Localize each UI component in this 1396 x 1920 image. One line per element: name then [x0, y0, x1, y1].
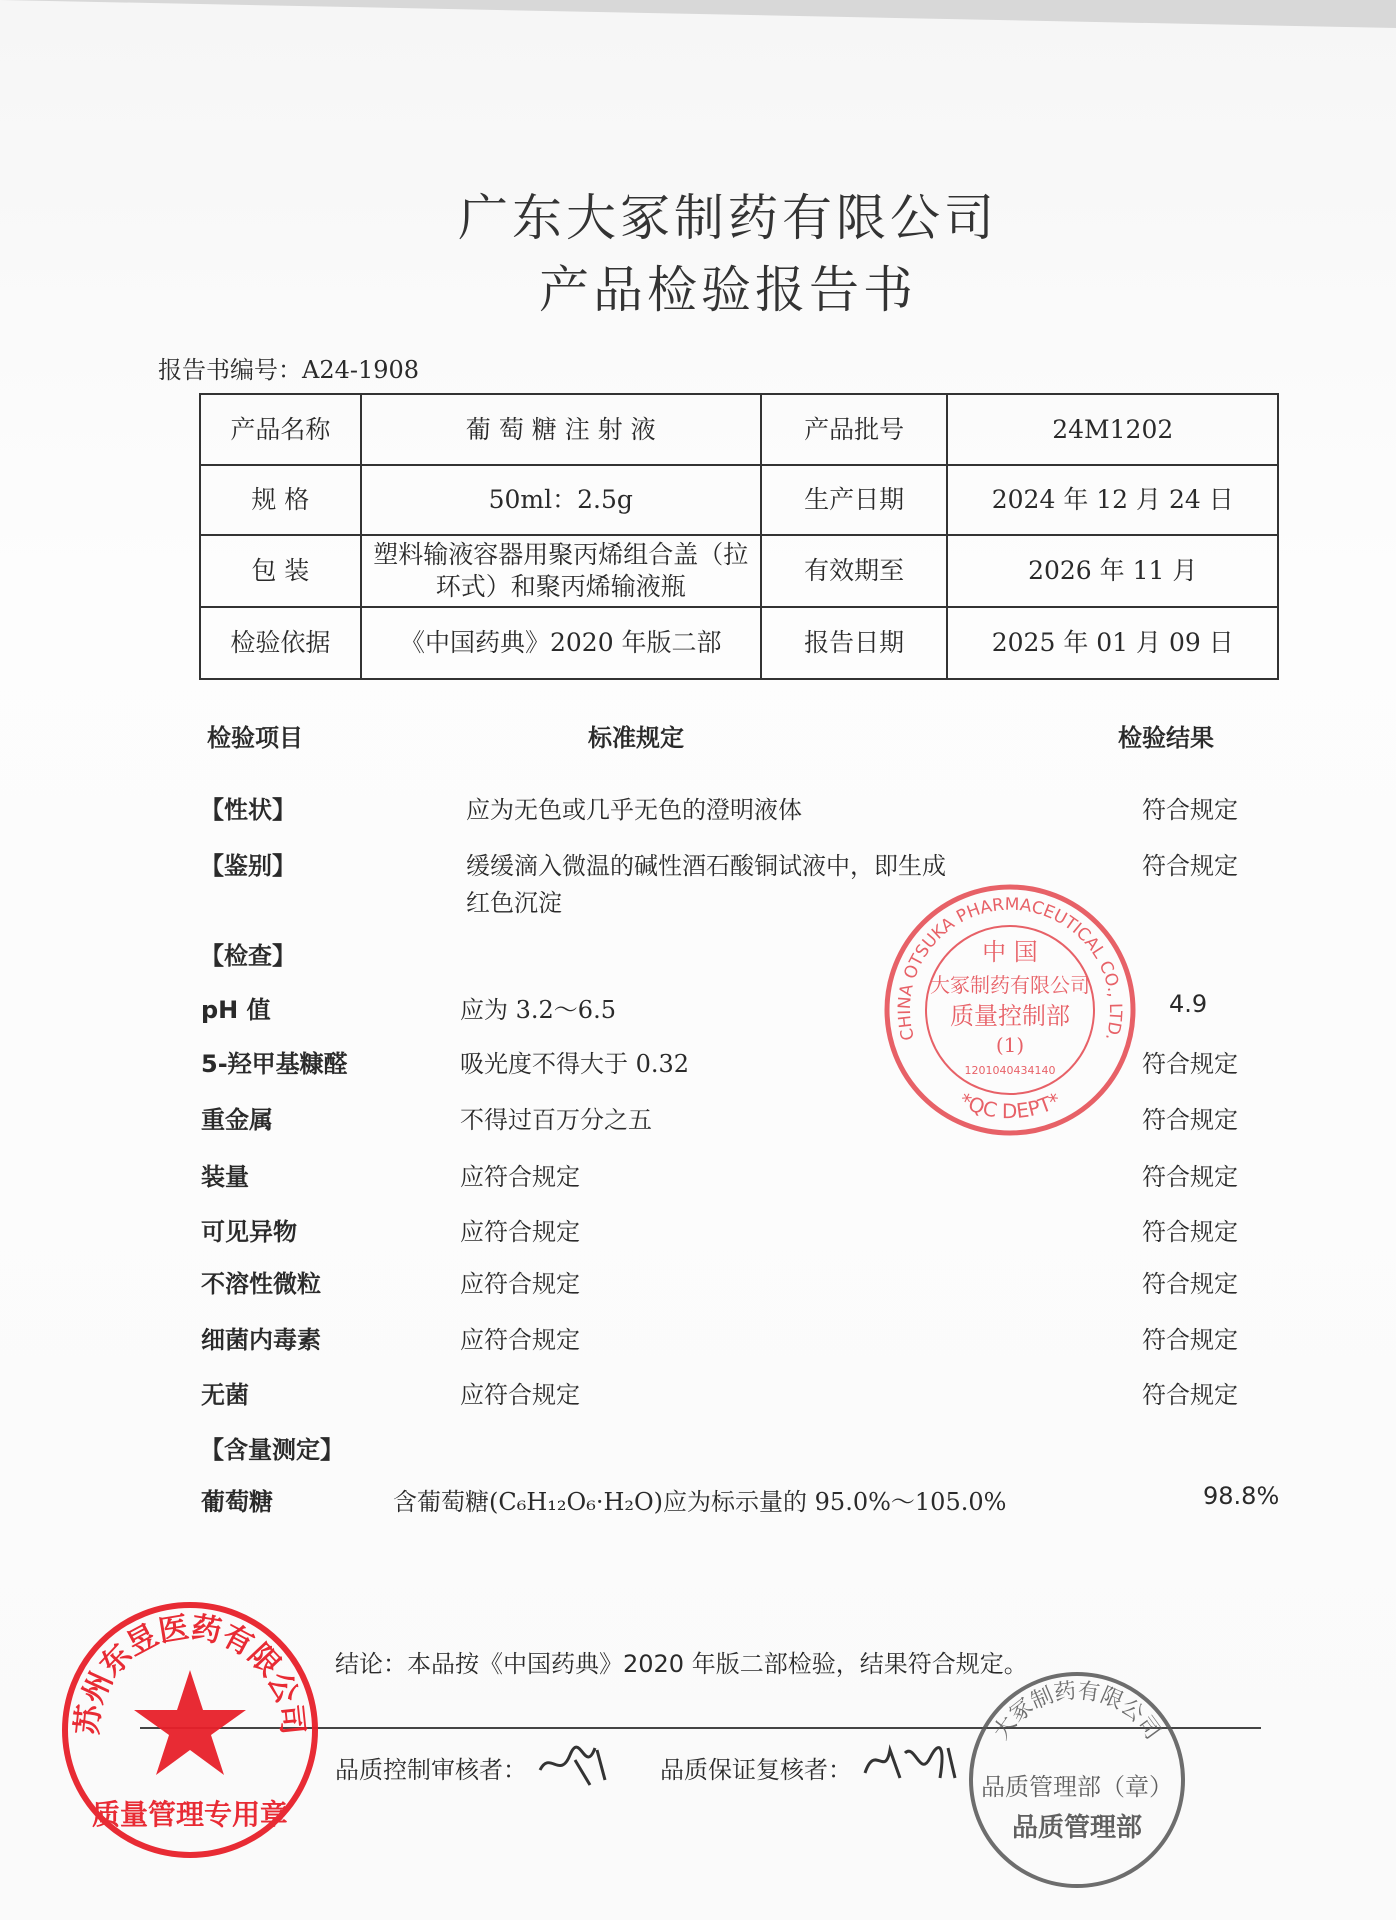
test-item-label: 【含量测定】 — [200, 1436, 344, 1464]
test-result: 4.9 — [1169, 990, 1208, 1018]
test-standard: 应符合规定 — [460, 1163, 580, 1191]
test-result: 符合规定 — [1142, 1106, 1238, 1134]
qc-stamp-ring-text: CHINA OTSUKA PHARMACEUTICAL CO., LTD. — [894, 894, 1126, 1043]
star-icon — [134, 1670, 246, 1775]
test-standard: 应符合规定 — [460, 1326, 580, 1354]
info-value: 葡 萄 糖 注 射 液 — [361, 394, 761, 465]
info-value: 塑料输液容器用聚丙烯组合盖（拉环式）和聚丙烯输液瓶 — [361, 535, 761, 607]
test-standard-cont: 红色沉淀 — [466, 889, 562, 917]
quality-management-stamp — [58, 1598, 323, 1863]
qc-stamp-line3: 质量控制部 — [950, 1002, 1070, 1030]
test-standard: 含葡萄糖(C₆H₁₂O₆·H₂O)应为标示量的 95.0%～105.0% — [393, 1488, 1007, 1516]
test-standard: 应为 3.2～6.5 — [460, 996, 616, 1024]
test-result: 符合规定 — [1142, 1270, 1238, 1298]
test-item-label: 【检查】 — [200, 942, 296, 970]
test-standard: 应为无色或几乎无色的澄明液体 — [466, 796, 802, 824]
qc-stamp-code: 1201040434140 — [964, 1064, 1056, 1077]
info-label: 产品批号 — [761, 394, 948, 465]
report-number: 报告书编号：A24-1908 — [158, 356, 420, 384]
test-result: 符合规定 — [1142, 1163, 1238, 1191]
test-standard: 应符合规定 — [460, 1381, 580, 1409]
test-result: 符合规定 — [1142, 1050, 1238, 1078]
info-value: 《中国药典》2020 年版二部 — [361, 607, 761, 679]
scan-background-corner — [0, 0, 1396, 28]
info-row — [200, 535, 1278, 607]
info-value: 50ml：2.5g — [361, 465, 761, 535]
qa-stamp-line2: 品质管理部 — [1011, 1813, 1143, 1843]
svg-text:大冢制药有限公司 — [989, 1679, 1165, 1745]
qa-stamp-line1: 品质管理部（章） — [981, 1773, 1173, 1801]
test-standard: 不得过百万分之五 — [460, 1106, 652, 1134]
test-item-label: 不溶性微粒 — [201, 1270, 321, 1298]
test-item-label: 无菌 — [201, 1381, 249, 1409]
test-result: 符合规定 — [1142, 852, 1238, 880]
test-item-label: 葡萄糖 — [201, 1488, 273, 1516]
test-item-label: 【鉴别】 — [200, 852, 296, 880]
test-standard: 应符合规定 — [460, 1270, 580, 1298]
col-header-result: 检验结果 — [1118, 724, 1214, 752]
company-name: 广东大冢制药有限公司 — [458, 189, 998, 247]
qc-dept-stamp — [880, 880, 1140, 1140]
test-result: 符合规定 — [1142, 1218, 1238, 1246]
info-label: 包 装 — [200, 535, 361, 607]
test-item-label: 【性状】 — [200, 796, 296, 824]
test-item-label: 重金属 — [201, 1106, 273, 1134]
left-stamp-bottom-text: 质量管理专用章 — [91, 1798, 289, 1831]
report-title: 产品检验报告书 — [539, 261, 917, 319]
qc-stamp-line2: 大冢制药有限公司 — [930, 973, 1090, 997]
conclusion: 结论：本品按《中国药典》2020 年版二部检验，结果符合规定。 — [335, 1650, 1028, 1678]
left-stamp-ring-text: 苏州东昱医药有限公司 — [70, 1610, 310, 1737]
info-value: 24M1202 — [947, 394, 1278, 465]
test-item-label: 可见异物 — [201, 1218, 297, 1246]
qc-reviewer-label: 品质控制审核者： — [335, 1756, 527, 1784]
col-header-standard: 标准规定 — [588, 724, 684, 752]
info-label: 规 格 — [200, 465, 361, 535]
qa-reviewer-signature — [860, 1738, 960, 1788]
product-info-table — [199, 393, 1279, 680]
info-label: 有效期至 — [761, 535, 948, 607]
test-result: 符合规定 — [1142, 1381, 1238, 1409]
info-value: 2024 年 12 月 24 日 — [947, 465, 1278, 535]
info-row — [200, 465, 1278, 535]
qa-dept-stamp — [965, 1668, 1190, 1893]
test-item-label: pH 值 — [201, 996, 271, 1024]
test-standard: 缓缓滴入微温的碱性酒石酸铜试液中，即生成 — [466, 852, 946, 880]
test-result: 符合规定 — [1142, 796, 1238, 824]
qc-reviewer-signature — [535, 1740, 615, 1790]
test-standard: 应符合规定 — [460, 1218, 580, 1246]
info-label: 检验依据 — [200, 607, 361, 679]
qa-reviewer-label: 品质保证复核者： — [660, 1756, 852, 1784]
test-result: 符合规定 — [1142, 1326, 1238, 1354]
test-item-label: 细菌内毒素 — [201, 1326, 321, 1354]
info-value: 2025 年 01 月 09 日 — [947, 607, 1278, 679]
info-label: 报告日期 — [761, 607, 948, 679]
info-label: 产品名称 — [200, 394, 361, 465]
test-result: 98.8% — [1203, 1482, 1280, 1510]
test-standard: 吸光度不得大于 0.32 — [460, 1050, 690, 1078]
info-row — [200, 607, 1278, 679]
test-item-label: 装量 — [201, 1163, 249, 1191]
col-header-item: 检验项目 — [207, 724, 303, 752]
test-item-label: 5-羟甲基糠醛 — [201, 1050, 348, 1078]
qc-stamp-dept-text: *QC DEPT* — [955, 1087, 1065, 1124]
info-value: 2026 年 11 月 — [947, 535, 1278, 607]
info-row — [200, 394, 1278, 465]
qc-stamp-line4: (1) — [995, 1033, 1025, 1057]
qa-stamp-ring-text: 大冢制药有限公司 — [988, 1678, 1166, 1745]
qc-stamp-line1: 中 国 — [982, 938, 1038, 966]
info-label: 生产日期 — [761, 465, 948, 535]
